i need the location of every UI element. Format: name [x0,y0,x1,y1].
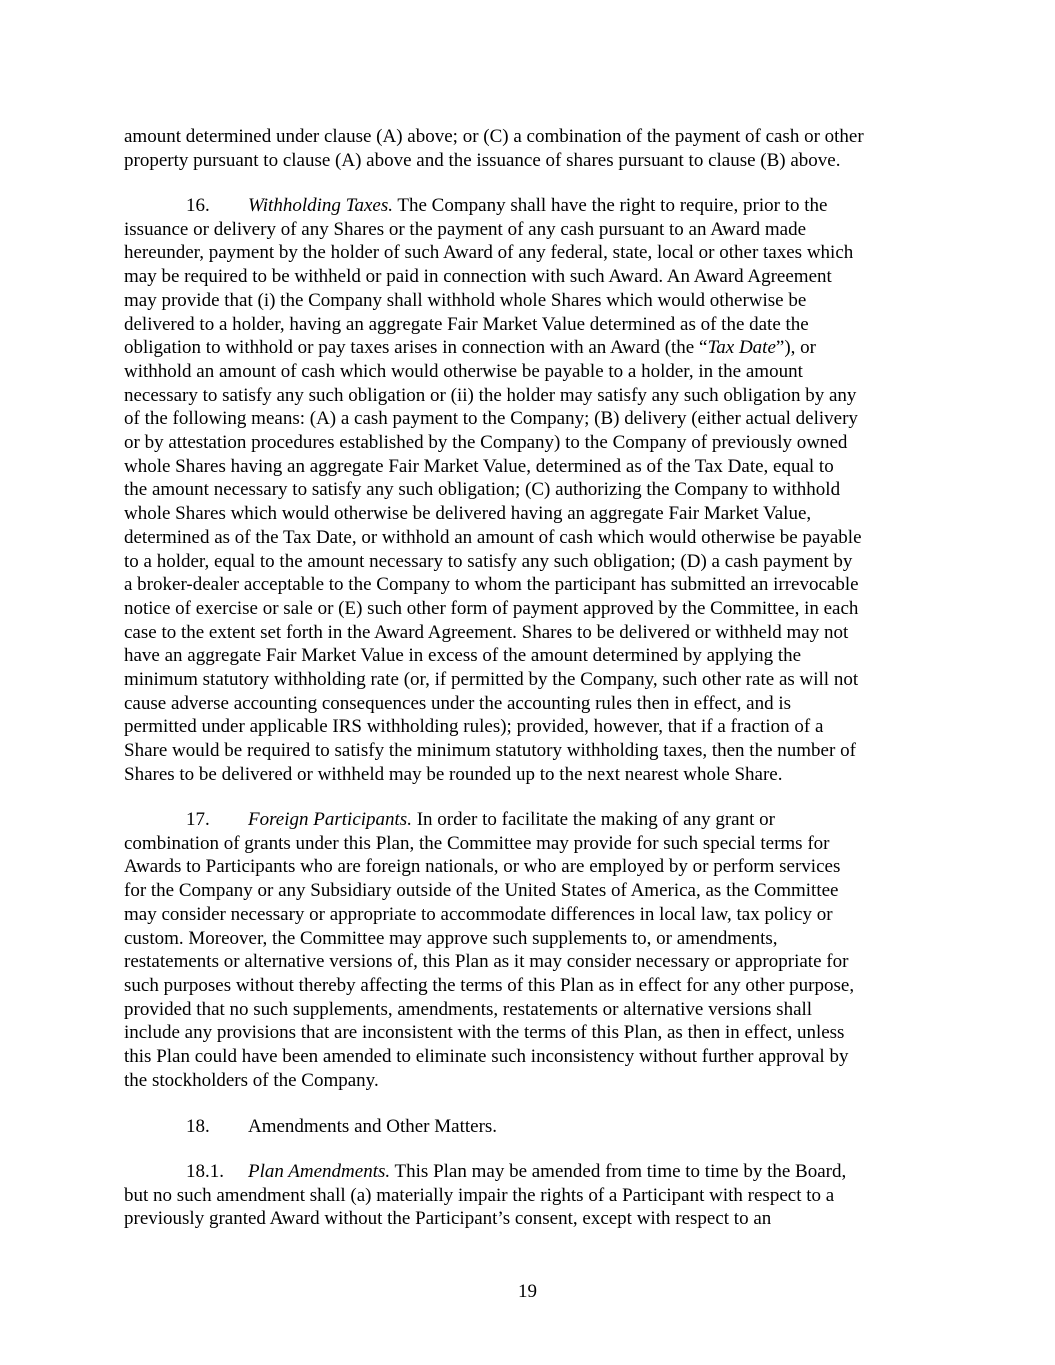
text-line: notice of exercise or sale or (E) such other form of payment approved by the Committee, in each [124,597,859,619]
text-line: of the following means: (A) a cash payment to the Company; (B) delivery (either actual delivery [124,408,858,430]
text-line: for the Company or any Subsidiary outside of the United States of America, as the Committee [124,880,839,902]
page-number: 19 [518,1281,537,1302]
text-line: whole Shares having an aggregate Fair Market Value, determined as of the Tax Date, equal to [124,455,834,477]
section-number: 18.1. [186,1161,224,1182]
section-heading: Amendments and Other Matters. [248,1116,498,1137]
text-line: hereunder, payment by the holder of such Award of any federal, state, local or other taxes which [124,242,854,264]
defined-term: Tax Date [707,337,776,359]
text-line: a broker-dealer acceptable to the Company to whom the participant has submitted an irrevocable [124,574,859,596]
text-line: Shares to be delivered or withheld may be rounded up to the next nearest whole Share. [124,763,783,785]
text-line: the amount necessary to satisfy any such obligation; (C) authorizing the Company to withhold [124,479,841,501]
section-heading: Foreign Participants. [248,809,412,830]
text-line: minimum statutory withholding rate (or, if permitted by the Company, such other rate as will not [124,669,859,691]
section-16-withholding-taxes [124,194,936,787]
section-number: 17. [186,809,210,830]
text-line: the stockholders of the Company. [124,1069,379,1091]
text-line: this Plan could have been amended to eliminate such inconsistency without further approval by [124,1046,849,1068]
text-line: combination of grants under this Plan, the Committee may provide for such special terms for [124,832,830,854]
section-17-foreign-participants [124,808,936,1092]
text-line: withhold an amount of cash which would otherwise be payable to a holder, in the amount [124,360,803,382]
text-line: to a holder, equal to the amount necessary to satisfy any such obligation; (D) a cash payment by [124,550,853,572]
text-line: Awards to Participants who are foreign nationals, or who are employed by or perform services [124,856,841,878]
text-line: cause adverse accounting consequences under the accounting rules then in effect, and is [124,692,792,714]
text-line: whole Shares which would otherwise be delivered having an aggregate Fair Market Value, [124,503,812,525]
continuation-paragraph [124,125,936,172]
text-line: but no such amendment shall (a) materially impair the rights of a Participant with respect to a [124,1184,835,1206]
text-line: or by attestation procedures established by the Company) to the Company of previously owned [124,432,848,454]
text-line: include any provisions that are inconsistent with the terms of this Plan, as then in effect, unless [124,1022,845,1044]
text-line: provided that no such supplements, amendments, restatements or alternative versions shall [124,998,813,1020]
text-line: such purposes without thereby affecting the terms of this Plan as in effect for any other purpose, [124,974,855,996]
text-line: amount determined under clause (A) above; or (C) a combination of the payment of cash or other [124,126,864,147]
text-line: The Company shall have the right to require, prior to the [392,195,828,216]
section-18-1-plan-amendments [124,1160,936,1231]
text-line: issuance or delivery of any Shares or the payment of any cash pursuant to an Award made [124,218,807,240]
text-line: This Plan may be amended from time to time by the Board, [390,1161,847,1182]
text-line: Share would be required to satisfy the minimum statutory withholding taxes, then the number of [124,740,856,762]
section-18-amendments [124,1115,936,1139]
text-line: previously granted Award without the Participant’s consent, except with respect to an [124,1208,772,1230]
text-line: have an aggregate Fair Market Value in excess of the amount determined by applying the [124,645,802,667]
section-heading: Plan Amendments. [248,1161,391,1182]
text-line: In order to facilitate the making of any grant or [411,809,775,830]
text-line: obligation to withhold or pay taxes arises in connection with an Award (the “ [124,337,708,359]
section-heading: Withholding Taxes. [248,195,393,216]
text-line: case to the extent set forth in the Award Agreement. Shares to be delivered or withheld may not [124,621,849,643]
text-line: permitted under applicable IRS withholding rules); provided, however, that if a fraction of a [124,716,824,738]
text-line: may provide that (i) the Company shall withhold whole Shares which would otherwise be [124,289,807,311]
text-line: custom. Moreover, the Committee may approve such supplements to, or amendments, [124,927,778,949]
text-line: may consider necessary or appropriate to accommodate differences in local law, tax policy or [124,903,833,925]
text-line: necessary to satisfy any such obligation or (ii) the holder may satisfy any such obligation by any [124,384,857,406]
text-line: property pursuant to clause (A) above and the issuance of shares pursuant to clause (B) above. [124,149,841,171]
text-line: determined as of the Tax Date, or withhold an amount of cash which would otherwise be payable [124,526,862,548]
text-line: ”), or [775,337,816,359]
text-line: delivered to a holder, having an aggregate Fair Market Value determined as of the date the [124,313,809,335]
section-number: 18. [186,1116,210,1137]
text-line: restatements or alternative versions of, this Plan as it may consider necessary or appropriate for [124,951,849,973]
text-line: may be required to be withheld or paid in connection with such Award. An Award Agreement [124,266,832,288]
section-number: 16. [186,195,210,216]
